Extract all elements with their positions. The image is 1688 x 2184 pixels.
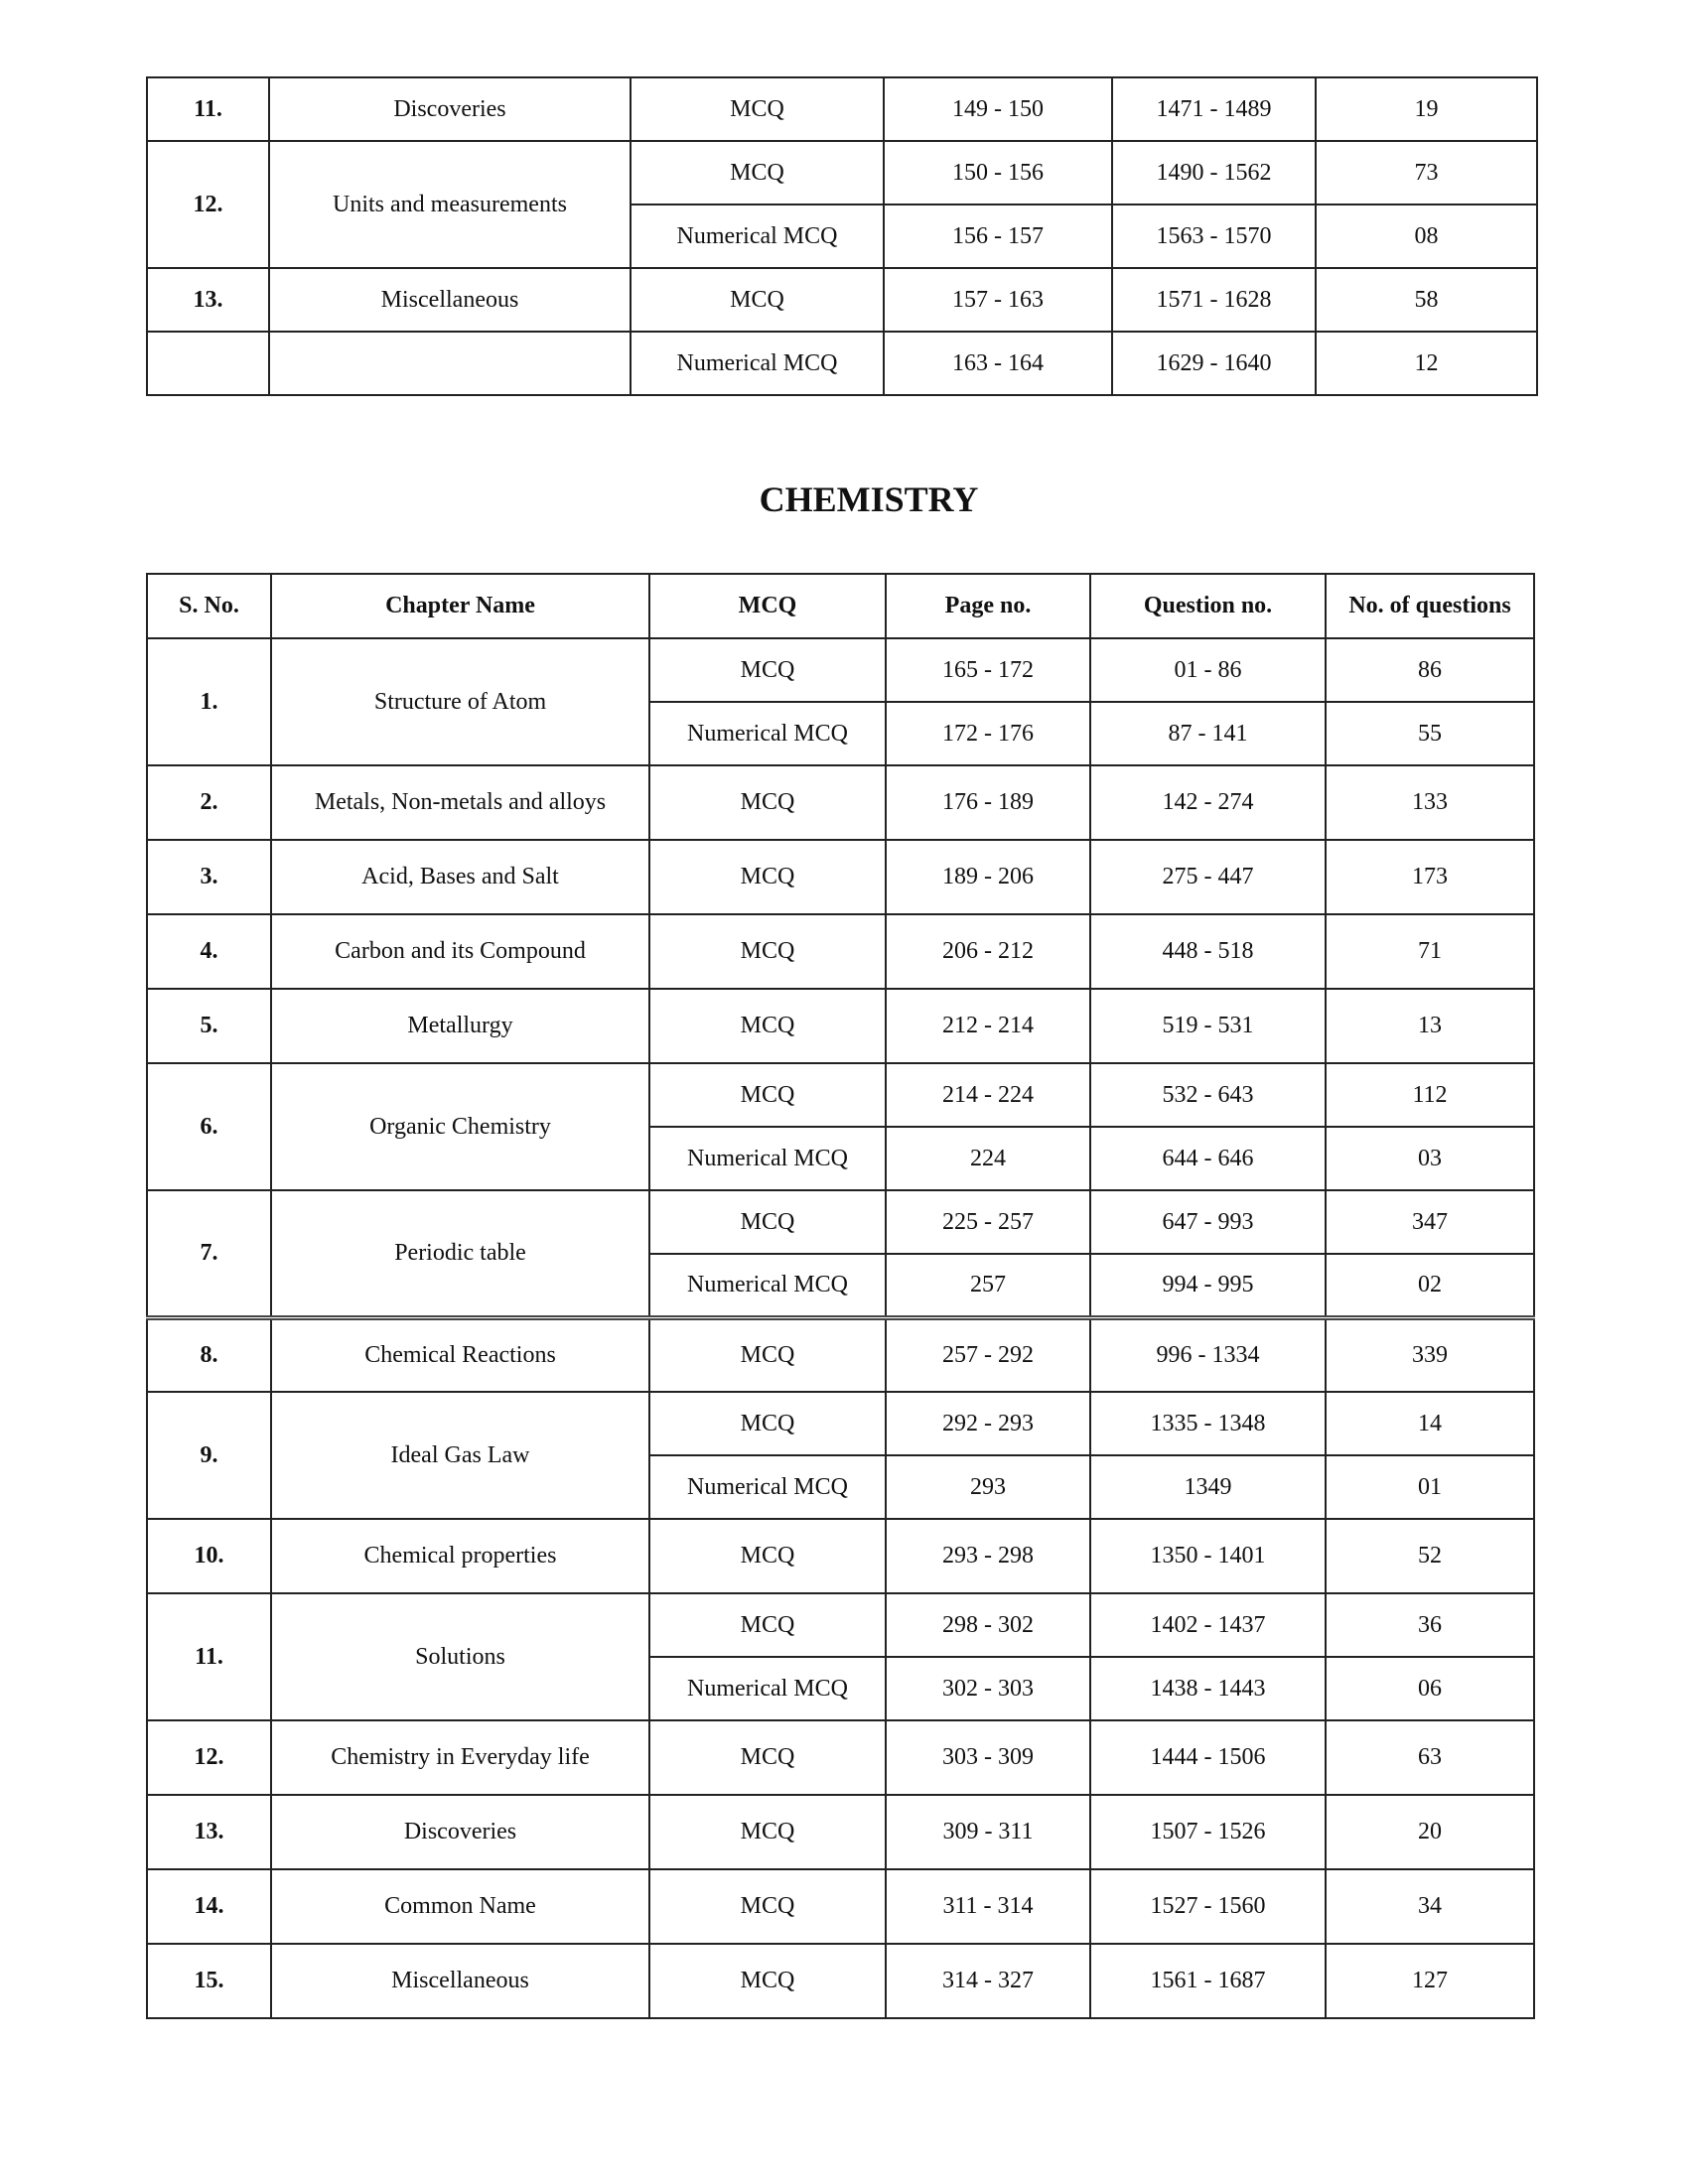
question-range-cell: 1561 - 1687 bbox=[1090, 1944, 1326, 2018]
question-type-cell: MCQ bbox=[649, 1190, 886, 1254]
serial-number-cell: 6. bbox=[147, 1063, 271, 1190]
page-range-cell: 157 - 163 bbox=[884, 268, 1112, 332]
page-range-cell: 224 bbox=[886, 1127, 1090, 1190]
question-count-cell: 339 bbox=[1326, 1317, 1534, 1392]
page-range-cell: 314 - 327 bbox=[886, 1944, 1090, 2018]
question-type-cell: Numerical MCQ bbox=[649, 1254, 886, 1317]
serial-number-cell: 14. bbox=[147, 1869, 271, 1944]
page-range-cell: 176 - 189 bbox=[886, 765, 1090, 840]
serial-number-cell: 9. bbox=[147, 1392, 271, 1519]
header-count: No. of questions bbox=[1326, 574, 1534, 638]
table-row bbox=[147, 765, 1534, 840]
question-count-cell: 06 bbox=[1326, 1657, 1534, 1720]
page-range-cell: 172 - 176 bbox=[886, 702, 1090, 765]
table-row bbox=[147, 1720, 1534, 1795]
chapter-name-cell: Metals, Non-metals and alloys bbox=[271, 765, 649, 840]
page-range-cell: 257 bbox=[886, 1254, 1090, 1317]
chapter-name-cell: Structure of Atom bbox=[271, 638, 649, 765]
question-type-cell: MCQ bbox=[649, 1519, 886, 1593]
serial-number-cell: 1. bbox=[147, 638, 271, 765]
question-count-cell: 58 bbox=[1316, 268, 1537, 332]
chapter-name-cell: Solutions bbox=[271, 1593, 649, 1720]
serial-number-cell: 12. bbox=[147, 1720, 271, 1795]
table-row bbox=[147, 77, 1537, 141]
question-type-cell: MCQ bbox=[649, 1869, 886, 1944]
serial-number-cell: 8. bbox=[147, 1317, 271, 1392]
question-range-cell: 1402 - 1437 bbox=[1090, 1593, 1326, 1657]
page-range-cell: 150 - 156 bbox=[884, 141, 1112, 205]
chapter-name-cell: Organic Chemistry bbox=[271, 1063, 649, 1190]
question-range-cell: 647 - 993 bbox=[1090, 1190, 1326, 1254]
chapter-name-cell bbox=[269, 332, 631, 395]
question-type-cell: MCQ bbox=[631, 77, 884, 141]
question-type-cell: MCQ bbox=[649, 989, 886, 1063]
page-range-cell: 303 - 309 bbox=[886, 1720, 1090, 1795]
question-type-cell: Numerical MCQ bbox=[631, 332, 884, 395]
header-type: MCQ bbox=[649, 574, 886, 638]
chapter-name-cell: Miscellaneous bbox=[269, 268, 631, 332]
question-range-cell: 448 - 518 bbox=[1090, 914, 1326, 989]
page-range-cell: 311 - 314 bbox=[886, 1869, 1090, 1944]
serial-number-cell: 13. bbox=[147, 1795, 271, 1869]
question-range-cell: 1350 - 1401 bbox=[1090, 1519, 1326, 1593]
question-count-cell: 71 bbox=[1326, 914, 1534, 989]
physics-continuation-table bbox=[146, 76, 1538, 396]
serial-number-cell: 11. bbox=[147, 77, 269, 141]
page-range-cell: 149 - 150 bbox=[884, 77, 1112, 141]
header-sno: S. No. bbox=[147, 574, 271, 638]
question-count-cell: 52 bbox=[1326, 1519, 1534, 1593]
serial-number-cell: 5. bbox=[147, 989, 271, 1063]
serial-number-cell: 12. bbox=[147, 141, 269, 268]
question-range-cell: 1490 - 1562 bbox=[1112, 141, 1316, 205]
serial-number-cell: 15. bbox=[147, 1944, 271, 2018]
physics-table-body bbox=[147, 77, 1537, 395]
page-range-cell: 257 - 292 bbox=[886, 1317, 1090, 1392]
question-count-cell: 112 bbox=[1326, 1063, 1534, 1127]
page-title: CHEMISTRY bbox=[759, 479, 979, 519]
page-range-cell: 189 - 206 bbox=[886, 840, 1090, 914]
chapter-name-cell: Chemistry in Everyday life bbox=[271, 1720, 649, 1795]
question-count-cell: 34 bbox=[1326, 1869, 1534, 1944]
table-row bbox=[147, 268, 1537, 332]
question-range-cell: 1571 - 1628 bbox=[1112, 268, 1316, 332]
serial-number-cell: 10. bbox=[147, 1519, 271, 1593]
page-range-cell: 293 bbox=[886, 1455, 1090, 1519]
chapter-name-cell: Common Name bbox=[271, 1869, 649, 1944]
page-range-cell: 292 - 293 bbox=[886, 1392, 1090, 1455]
question-type-cell: MCQ bbox=[649, 1720, 886, 1795]
header-page: Page no. bbox=[886, 574, 1090, 638]
chemistry-table-body bbox=[147, 638, 1534, 2018]
question-range-cell: 1563 - 1570 bbox=[1112, 205, 1316, 268]
chapter-name-cell: Units and measurements bbox=[269, 141, 631, 268]
chapter-name-cell: Carbon and its Compound bbox=[271, 914, 649, 989]
question-count-cell: 12 bbox=[1316, 332, 1537, 395]
header-chapter: Chapter Name bbox=[271, 574, 649, 638]
question-range-cell: 1349 bbox=[1090, 1455, 1326, 1519]
question-count-cell: 20 bbox=[1326, 1795, 1534, 1869]
question-count-cell: 13 bbox=[1326, 989, 1534, 1063]
question-type-cell: MCQ bbox=[631, 268, 884, 332]
question-range-cell: 87 - 141 bbox=[1090, 702, 1326, 765]
question-count-cell: 14 bbox=[1326, 1392, 1534, 1455]
question-range-cell: 644 - 646 bbox=[1090, 1127, 1326, 1190]
question-count-cell: 01 bbox=[1326, 1455, 1534, 1519]
table-row bbox=[147, 1795, 1534, 1869]
question-type-cell: Numerical MCQ bbox=[649, 702, 886, 765]
question-type-cell: MCQ bbox=[649, 1593, 886, 1657]
question-range-cell: 1507 - 1526 bbox=[1090, 1795, 1326, 1869]
chemistry-table-header bbox=[147, 574, 1534, 638]
question-count-cell: 19 bbox=[1316, 77, 1537, 141]
question-count-cell: 55 bbox=[1326, 702, 1534, 765]
question-range-cell: 519 - 531 bbox=[1090, 989, 1326, 1063]
chapter-name-cell: Discoveries bbox=[269, 77, 631, 141]
question-range-cell: 532 - 643 bbox=[1090, 1063, 1326, 1127]
chapter-name-cell: Metallurgy bbox=[271, 989, 649, 1063]
page-range-cell: 212 - 214 bbox=[886, 989, 1090, 1063]
table-row bbox=[147, 1519, 1534, 1593]
question-type-cell: MCQ bbox=[649, 1944, 886, 2018]
header-row bbox=[147, 574, 1534, 638]
table-row bbox=[147, 1869, 1534, 1944]
question-count-cell: 73 bbox=[1316, 141, 1537, 205]
question-count-cell: 02 bbox=[1326, 1254, 1534, 1317]
question-type-cell: MCQ bbox=[649, 840, 886, 914]
page-range-cell: 206 - 212 bbox=[886, 914, 1090, 989]
question-count-cell: 08 bbox=[1316, 205, 1537, 268]
question-count-cell: 36 bbox=[1326, 1593, 1534, 1657]
table-row bbox=[147, 989, 1534, 1063]
chapter-name-cell: Periodic table bbox=[271, 1190, 649, 1317]
question-type-cell: MCQ bbox=[649, 1795, 886, 1869]
question-count-cell: 173 bbox=[1326, 840, 1534, 914]
question-type-cell: MCQ bbox=[649, 765, 886, 840]
table-row bbox=[147, 914, 1534, 989]
table-row bbox=[147, 332, 1537, 395]
question-range-cell: 1527 - 1560 bbox=[1090, 1869, 1326, 1944]
page-range-cell: 163 - 164 bbox=[884, 332, 1112, 395]
question-type-cell: MCQ bbox=[649, 1063, 886, 1127]
question-count-cell: 86 bbox=[1326, 638, 1534, 702]
page-range-cell: 165 - 172 bbox=[886, 638, 1090, 702]
question-type-cell: Numerical MCQ bbox=[649, 1127, 886, 1190]
question-type-cell: MCQ bbox=[649, 1392, 886, 1455]
table-row bbox=[147, 1392, 1534, 1455]
question-type-cell: Numerical MCQ bbox=[649, 1657, 886, 1720]
chapter-name-cell: Ideal Gas Law bbox=[271, 1392, 649, 1519]
question-type-cell: Numerical MCQ bbox=[649, 1455, 886, 1519]
question-type-cell: MCQ bbox=[649, 1317, 886, 1392]
question-range-cell: 996 - 1334 bbox=[1090, 1317, 1326, 1392]
serial-number-cell bbox=[147, 332, 269, 395]
chapter-name-cell: Miscellaneous bbox=[271, 1944, 649, 2018]
table-row bbox=[147, 1944, 1534, 2018]
question-range-cell: 1629 - 1640 bbox=[1112, 332, 1316, 395]
table-row bbox=[147, 1063, 1534, 1127]
question-type-cell: MCQ bbox=[649, 914, 886, 989]
question-count-cell: 03 bbox=[1326, 1127, 1534, 1190]
question-type-cell: MCQ bbox=[631, 141, 884, 205]
table-row bbox=[147, 1190, 1534, 1254]
serial-number-cell: 4. bbox=[147, 914, 271, 989]
question-range-cell: 275 - 447 bbox=[1090, 840, 1326, 914]
table-row bbox=[147, 141, 1537, 205]
serial-number-cell: 3. bbox=[147, 840, 271, 914]
question-range-cell: 01 - 86 bbox=[1090, 638, 1326, 702]
page-range-cell: 302 - 303 bbox=[886, 1657, 1090, 1720]
header-question: Question no. bbox=[1090, 574, 1326, 638]
table-row bbox=[147, 1317, 1534, 1392]
question-count-cell: 127 bbox=[1326, 1944, 1534, 2018]
page-range-cell: 309 - 311 bbox=[886, 1795, 1090, 1869]
chemistry-table bbox=[146, 573, 1535, 2019]
question-type-cell: MCQ bbox=[649, 638, 886, 702]
question-count-cell: 63 bbox=[1326, 1720, 1534, 1795]
serial-number-cell: 2. bbox=[147, 765, 271, 840]
table-row bbox=[147, 1593, 1534, 1657]
chapter-name-cell: Discoveries bbox=[271, 1795, 649, 1869]
question-range-cell: 1438 - 1443 bbox=[1090, 1657, 1326, 1720]
page-range-cell: 225 - 257 bbox=[886, 1190, 1090, 1254]
serial-number-cell: 7. bbox=[147, 1190, 271, 1317]
chapter-name-cell: Chemical properties bbox=[271, 1519, 649, 1593]
page-range-cell: 214 - 224 bbox=[886, 1063, 1090, 1127]
serial-number-cell: 13. bbox=[147, 268, 269, 332]
page-range-cell: 298 - 302 bbox=[886, 1593, 1090, 1657]
question-count-cell: 133 bbox=[1326, 765, 1534, 840]
question-range-cell: 142 - 274 bbox=[1090, 765, 1326, 840]
serial-number-cell: 11. bbox=[147, 1593, 271, 1720]
chapter-name-cell: Chemical Reactions bbox=[271, 1317, 649, 1392]
table-row bbox=[147, 840, 1534, 914]
question-range-cell: 1444 - 1506 bbox=[1090, 1720, 1326, 1795]
chapter-name-cell: Acid, Bases and Salt bbox=[271, 840, 649, 914]
question-range-cell: 1471 - 1489 bbox=[1112, 77, 1316, 141]
question-count-cell: 347 bbox=[1326, 1190, 1534, 1254]
question-range-cell: 1335 - 1348 bbox=[1090, 1392, 1326, 1455]
page-range-cell: 293 - 298 bbox=[886, 1519, 1090, 1593]
table-row bbox=[147, 638, 1534, 702]
page-range-cell: 156 - 157 bbox=[884, 205, 1112, 268]
question-type-cell: Numerical MCQ bbox=[631, 205, 884, 268]
question-range-cell: 994 - 995 bbox=[1090, 1254, 1326, 1317]
